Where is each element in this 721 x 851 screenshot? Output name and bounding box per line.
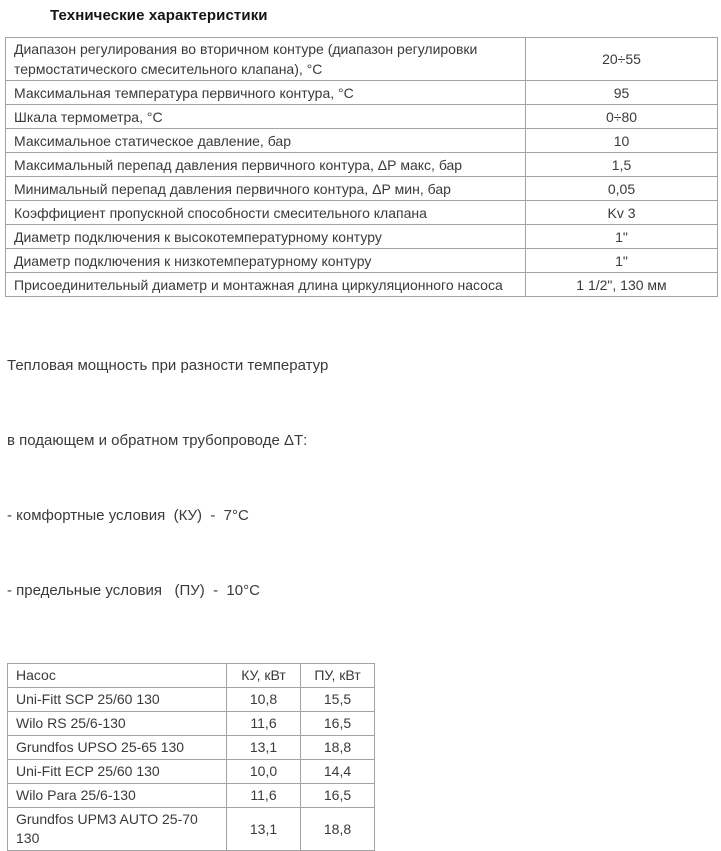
spec-value: 0,05 — [526, 177, 718, 201]
spec-label: Диапазон регулирования во вторичном контуре (диапазон регулировки термостатического смесительного клапана), °С — [6, 38, 526, 81]
table-row — [8, 736, 375, 760]
pump-name: Wilo RS 25/6-130 — [8, 712, 227, 736]
pu-value: 14,4 — [301, 760, 375, 784]
ku-value: 13,1 — [227, 736, 301, 760]
spec-value: 0÷80 — [526, 105, 718, 129]
spec-label: Диаметр подключения к высокотемпературному контуру — [6, 225, 526, 249]
spec-value: 1" — [526, 225, 718, 249]
ku-value: 10,8 — [227, 688, 301, 712]
table-row — [6, 105, 718, 129]
spec-label: Максимальная температура первичного контура, °С — [6, 81, 526, 105]
table-row — [8, 688, 375, 712]
ku-value: 11,6 — [227, 784, 301, 808]
spec-label: Диаметр подключения к низкотемпературному контуру — [6, 249, 526, 273]
spec-table — [5, 37, 718, 297]
spec-label: Максимальный перепад давления первичного контура, ΔР макс, бар — [6, 153, 526, 177]
spec-label: Минимальный перепад давления первичного контура, ΔР мин, бар — [6, 177, 526, 201]
spec-label: Присоединительный диаметр и монтажная длина циркуляционного насоса — [6, 273, 526, 297]
spec-value: 20÷55 — [526, 38, 718, 81]
table-row — [6, 177, 718, 201]
table-row — [8, 784, 375, 808]
spec-value: 1,5 — [526, 153, 718, 177]
table-row — [8, 712, 375, 736]
note-line: - предельные условия (ПУ) - 10°С — [7, 582, 260, 599]
table-row — [6, 201, 718, 225]
note-line: Тепловая мощность при разности температур — [7, 357, 329, 374]
pu-value: 16,5 — [301, 712, 375, 736]
table-header-row — [8, 664, 375, 688]
pump-name: Wilo Para 25/6-130 — [8, 784, 227, 808]
pump-name: Grundfos UPSO 25-65 130 — [8, 736, 227, 760]
table-row — [6, 225, 718, 249]
pump-column-header: Насос — [8, 664, 227, 688]
pu-column-header: ПУ, кВт — [301, 664, 375, 688]
spec-value: Kv 3 — [526, 201, 718, 225]
note-line: в подающем и обратном трубопроводе ΔТ: — [7, 432, 308, 449]
table-row — [6, 81, 718, 105]
spec-value: 1" — [526, 249, 718, 273]
pu-value: 18,8 — [301, 736, 375, 760]
table-row — [8, 760, 375, 784]
pu-value: 18,8 — [301, 808, 375, 851]
document-page — [0, 7, 721, 846]
spec-label: Максимальное статическое давление, бар — [6, 129, 526, 153]
pump-name: Uni-Fitt SCP 25/60 130 — [8, 688, 227, 712]
table-row — [6, 129, 718, 153]
spec-value: 1 1/2", 130 мм — [526, 273, 718, 297]
table-row — [6, 273, 718, 297]
spec-label: Коэффициент пропускной способности смесительного клапана — [6, 201, 526, 225]
spec-value: 10 — [526, 129, 718, 153]
pu-value: 15,5 — [301, 688, 375, 712]
ku-value: 13,1 — [227, 808, 301, 851]
spec-value: 95 — [526, 81, 718, 105]
thermal-power-note — [7, 303, 721, 653]
pump-name: Grundfos UPM3 AUTO 25-70 130 — [8, 808, 227, 851]
pu-value: 16,5 — [301, 784, 375, 808]
ku-column-header: КУ, кВт — [227, 664, 301, 688]
pump-name: Uni-Fitt ECP 25/60 130 — [8, 760, 227, 784]
ku-value: 11,6 — [227, 712, 301, 736]
spec-label: Шкала термометра, °С — [6, 105, 526, 129]
table-row — [8, 808, 375, 851]
page-title: Технические характеристики — [50, 7, 268, 24]
table-row — [6, 38, 718, 81]
table-row — [6, 153, 718, 177]
note-line: - комфортные условия (КУ) - 7°С — [7, 507, 249, 524]
table-row — [6, 249, 718, 273]
ku-value: 10,0 — [227, 760, 301, 784]
pump-table — [7, 663, 375, 851]
